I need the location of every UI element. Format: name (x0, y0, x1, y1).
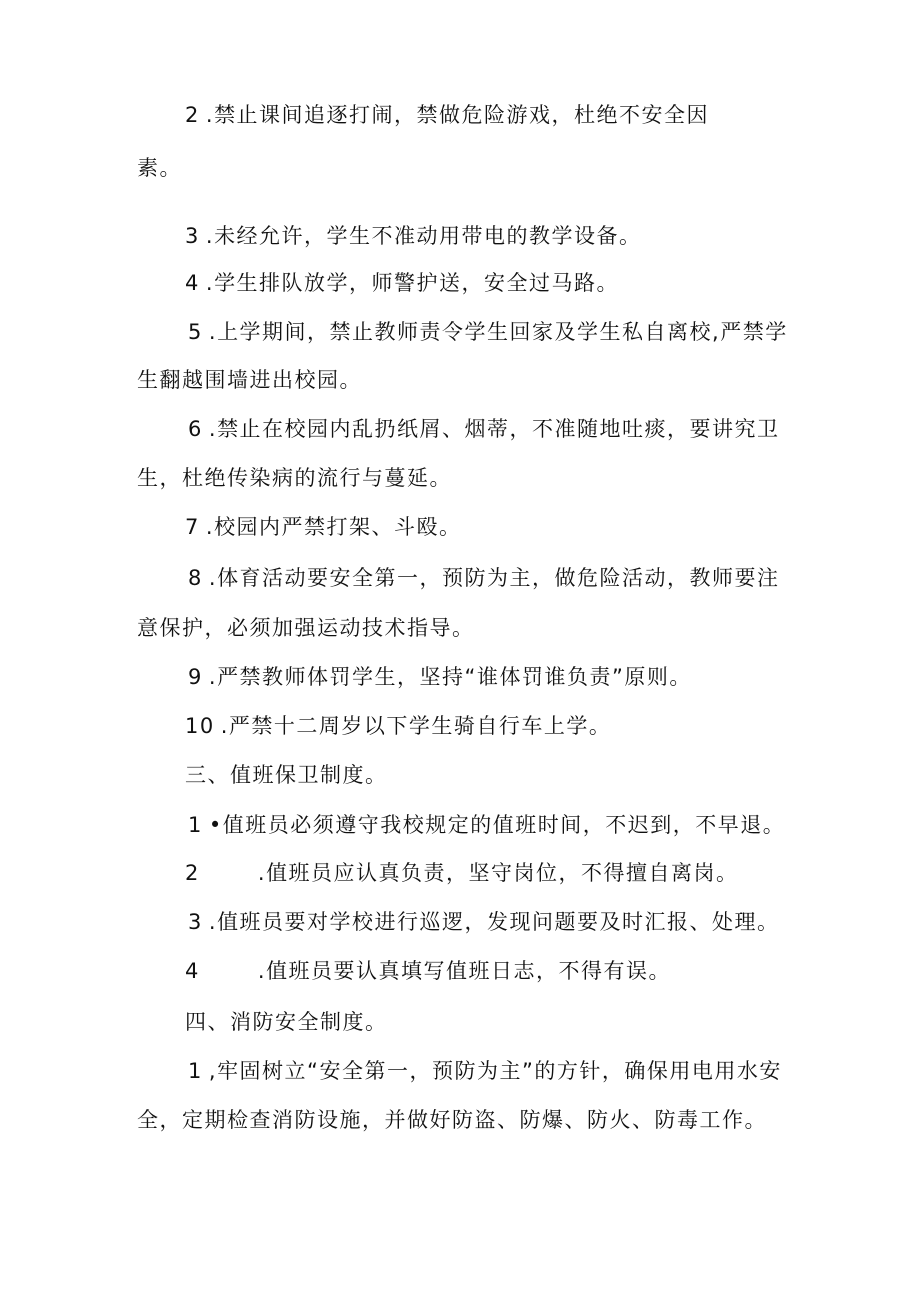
rule-text: 值班员应认真负责，坚守岗位，不得擅自离岗。 (266, 861, 739, 885)
section-title: 四、消防安全制度。 (185, 1010, 388, 1034)
item-number: 6 (188, 417, 203, 441)
rule-text: 体育活动要安全第一，预防为主，做危险活动，教师要注 (217, 566, 780, 590)
item-number: 8 (188, 566, 203, 590)
item-separator: , (208, 1059, 218, 1083)
rule-text: 值班员必须遵守我校规定的值班时间，不迟到，不早退。 (222, 813, 786, 837)
item-separator: . (257, 959, 267, 983)
item-separator: . (208, 417, 218, 441)
item-number: 3 (188, 910, 203, 934)
rule-5-line-2 (137, 366, 362, 394)
item-separator: . (257, 861, 267, 885)
item-number: 7 (185, 515, 200, 539)
item-separator: . (205, 271, 215, 295)
rule-3 (185, 222, 642, 250)
duty-rule-1 (188, 811, 785, 839)
section-heading-duty (185, 761, 388, 789)
fire-rule-1-line-2 (137, 1106, 767, 1134)
rule-text: 意保护，必须加强运动技术指导。 (137, 616, 475, 640)
item-separator: . (208, 910, 218, 934)
rule-text: 禁止在校园内乱扔纸屑、烟蒂，不准随地吐痰，要讲究卫 (217, 417, 780, 441)
rule-5-line-1 (188, 318, 788, 346)
item-number: 10 (185, 714, 215, 738)
rule-text: 上学期间，禁止教师责令学生回家及学生私自离校,严禁学 (217, 320, 788, 344)
rule-text: 牢固树立“安全第一，预防为主”的方针，确保用电用水安 (217, 1059, 782, 1083)
rule-text: 全，定期检查消防设施，并做好防盗、防爆、防火、防毒工作。 (137, 1108, 767, 1132)
item-separator: . (205, 224, 215, 248)
rule-text: 未经允许，学生不准动用带电的教学设备。 (214, 224, 642, 248)
rule-text: 值班员要对学校进行巡逻，发现问题要及时汇报、处理。 (217, 910, 780, 934)
rule-7 (185, 513, 462, 541)
item-number: 4 (185, 959, 200, 983)
item-separator: . (208, 665, 218, 689)
item-separator: . (208, 320, 218, 344)
item-number: 5 (188, 320, 203, 344)
item-number: 2 (185, 103, 200, 127)
rule-8-line-1 (188, 564, 780, 592)
item-number: 1 (188, 1059, 203, 1083)
rule-8-line-2 (137, 614, 475, 642)
item-separator: . (205, 103, 215, 127)
duty-rule-3 (188, 908, 780, 936)
item-number: 1 (188, 813, 203, 837)
rule-4 (185, 269, 619, 297)
rule-text: 严禁十二周岁以下学生骑自行车上学。 (228, 714, 612, 738)
rule-text: 学生排队放学，师警护送，安全过马路。 (214, 271, 620, 295)
rule-9 (188, 663, 692, 691)
rule-2-line-2 (137, 154, 182, 182)
section-title: 三、值班保卫制度。 (185, 763, 388, 787)
duty-rule-4 (185, 957, 671, 985)
item-separator: . (208, 566, 218, 590)
item-number: 9 (188, 665, 203, 689)
rule-text: 校园内严禁打架、斗殴。 (214, 515, 462, 539)
item-number: 4 (185, 271, 200, 295)
rule-2-line-1 (185, 101, 709, 129)
fire-rule-1-line-1 (188, 1057, 782, 1085)
item-number: 2 (185, 861, 200, 885)
item-separator: • (208, 813, 223, 837)
rule-text: 生翻越围墙进出校园。 (137, 368, 362, 392)
item-separator: . (205, 515, 215, 539)
rule-text: 生，杜绝传染病的流行与蔓延。 (137, 466, 452, 490)
rule-10 (185, 712, 611, 740)
rule-text: 值班员要认真填写值班日志，不得有误。 (266, 959, 672, 983)
duty-rule-2 (185, 859, 739, 887)
section-heading-fire (185, 1008, 388, 1036)
rule-text: 严禁教师体罚学生，坚持“谁体罚谁负责”原则。 (217, 665, 692, 689)
rule-text: 禁止课间追逐打闹，禁做危险游戏，杜绝不安全因 (214, 103, 710, 127)
rule-6-line-2 (137, 464, 452, 492)
item-separator: . (220, 714, 229, 738)
rule-text: 素。 (137, 156, 182, 180)
item-number: 3 (185, 224, 200, 248)
rule-6-line-1 (188, 415, 780, 443)
